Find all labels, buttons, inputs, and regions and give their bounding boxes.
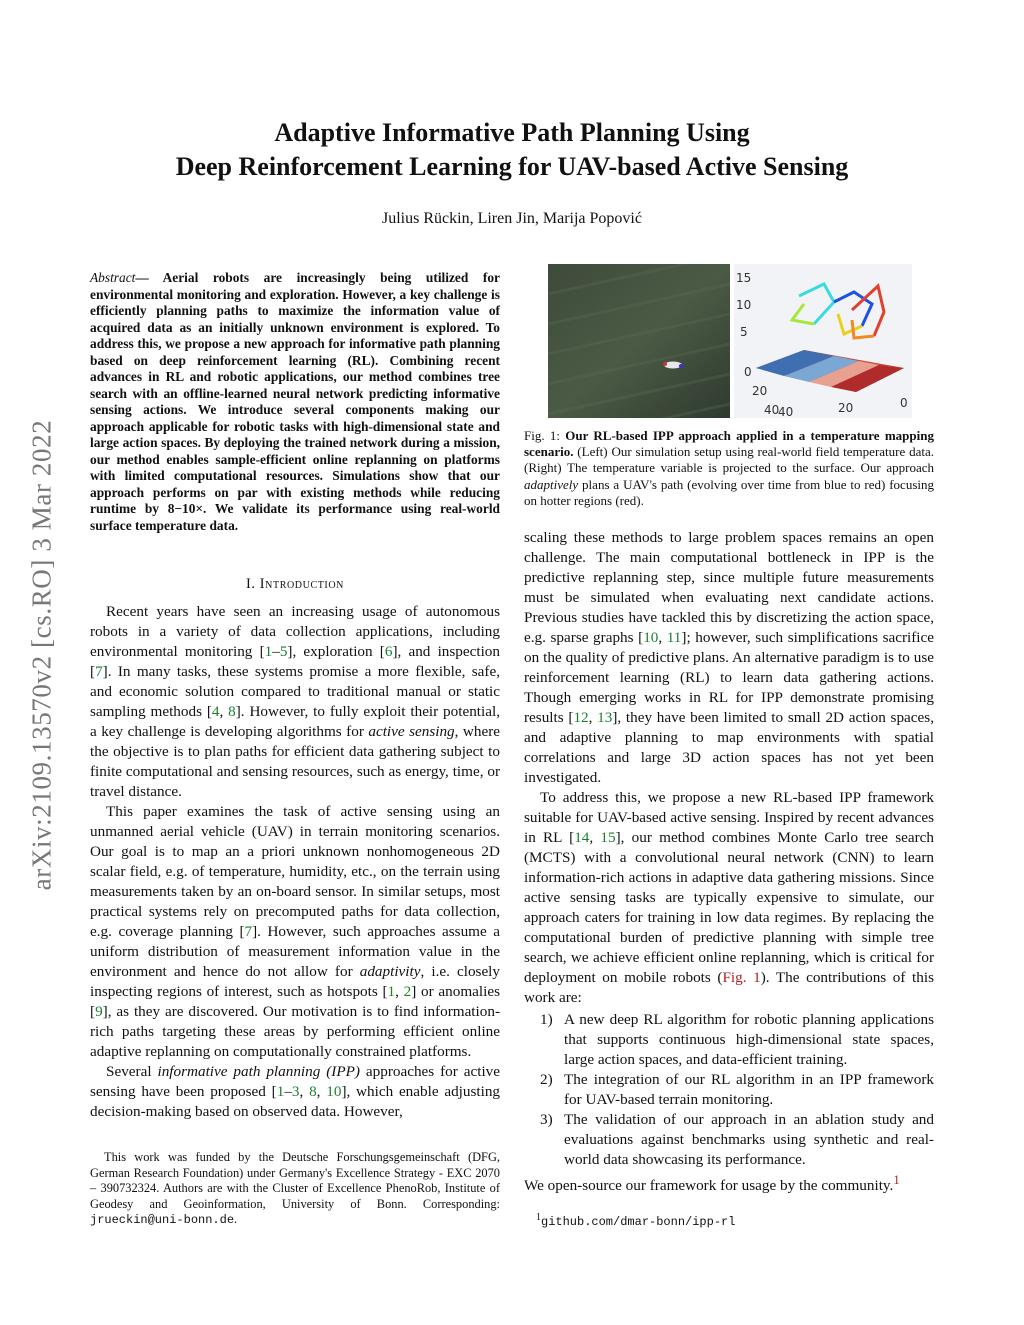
footnote-funding: This work was funded by the Deutsche Forschungsgemeinschaft (DFG, German Research Foundation) under Germany's Excellence Strategy - EXC 2070 – 390732324. Authors are with the Cluster of Excellence PhenoRob, Institute of Geodesy and Geoinformation, University of Bonn. Corresponding: jrueckin@uni-bonn.de.: [90, 1150, 500, 1227]
citation-link[interactable]: 4: [211, 703, 220, 720]
citation-link[interactable]: 1: [264, 643, 273, 660]
footnote-url: $^1$github.com/dmar-bonn/ipp-rl: [536, 1212, 736, 1229]
citation-link[interactable]: 11: [666, 629, 682, 646]
svg-text:10: 10: [736, 298, 752, 312]
figure-reference-link[interactable]: Fig. 1: [722, 969, 761, 986]
citation-link[interactable]: 7: [244, 923, 253, 940]
svg-text:15: 15: [736, 271, 752, 285]
right-column-body: [524, 528, 934, 1196]
authors: Julius Rückin, Liren Jin, Marija Popović: [382, 210, 642, 227]
citation-link[interactable]: 8: [228, 703, 236, 720]
citation-link[interactable]: 12: [573, 709, 589, 726]
citation-link[interactable]: 10: [643, 629, 659, 646]
section-heading: I. Introduction: [246, 576, 344, 592]
paper-title: [0, 116, 1024, 184]
svg-text:20: 20: [752, 384, 768, 398]
path-plot-3d: [734, 264, 912, 418]
svg-text:40: 40: [778, 405, 794, 418]
closing-sentence: We open-source our framework for usage by the community.$^1$: [524, 1173, 900, 1195]
citation-link[interactable]: 2: [403, 983, 412, 1000]
citation-link[interactable]: 1: [387, 983, 396, 1000]
citation-link[interactable]: 7: [95, 663, 103, 680]
citation-link[interactable]: 6: [384, 643, 393, 660]
intro-paragraph-2: This paper examines the task of active sensing using an unmanned aerial vehicle (UAV) in terrain monitoring scenarios. Our goal is to map an a priori unknown nonhomogeneous 2D scalar field, e.g. of temperature, humidity, etc., on the terrain using measurements taken by an on-board sensor. In similar setups, most practical systems rely on precomputed paths for data collection, e.g. coverage planning [7]. However, such approaches assume a uniform distribution of measurement information value in the environment and hence do not allow for adaptivity, i.e. closely inspecting regions of interest, such as hotspots [1, 2] or anomalies [9], as they are discovered. Our motivation is to find information-rich paths targeting these areas by performing efficient online adaptive replanning on computationally constrained platforms.: [90, 803, 500, 1060]
repo-link[interactable]: github.com/dmar-bonn/ipp-rl: [541, 1215, 736, 1229]
citation-link[interactable]: 15: [600, 829, 616, 846]
title-line-2: Deep Reinforcement Learning for UAV-based Active Sensing: [175, 152, 849, 181]
list-item: 3) The validation of our approach in an ablation study and evaluations against benchmarks using synthetic and real-world data showcasing its performance.: [540, 1111, 934, 1168]
citation-link[interactable]: 3: [291, 1083, 300, 1100]
svg-text:0: 0: [744, 365, 752, 379]
right-paragraph-1: scaling these methods to large problem spaces remains an open challenge. The main computational bottleneck in IPP is the predictive replanning step, since multiple future measurements must be simulated when evaluating next candidate actions. Previous studies have tackled this by discretizing the action space, e.g. sparse graphs [10, 11]; however, such simplifications sacrifice on the quality of predictive plans. An alternative paradigm is to use reinforcement learning (RL) to learn data gathering actions. Though emerging works in RL for IPP demonstrate promising results [12, 13], they have been limited to small 2D action spaces, and adaptive planning to map environments with spatial correlations and large 3D action spaces has not yet been investigated.: [524, 529, 935, 786]
abstract-label: Abstract: [90, 270, 136, 285]
intro-section: [90, 560, 500, 1122]
svg-text:40: 40: [764, 403, 780, 417]
svg-text:20: 20: [838, 401, 854, 415]
list-item: 2) The integration of our RL algorithm in an IPP framework for UAV-based terrain monitoring.: [540, 1071, 934, 1108]
abstract-text: — Aerial robots are increasingly being utilized for environmental monitoring and exploration. However, a key challenge is efficiently planning paths to maximize the information value of acquired data as an initially unknown environment is explored. To address this, we propose a new approach for informative path planning based on deep reinforcement learning (RL). Combining recent advances in RL and robotic applications, our method combines tree search with an offline-learned neural network predicting informative sensing actions. We introduce several components making our approach applicable for robotic tasks with high-dimensional state and large action spaces. By deploying the trained network during a mission, our method enables sample-efficient online replanning on platforms with limited computational resources. Simulations show that our approach performs on par with existing methods while reducing runtime by 8−10×. We validate its performance using real-world surface temperature data.: [90, 270, 500, 533]
footnote-marker[interactable]: 1: [893, 1173, 900, 1187]
abstract: [90, 270, 500, 534]
citation-link[interactable]: 10: [326, 1083, 342, 1100]
email-link[interactable]: jrueckin@uni-bonn.de: [90, 1213, 235, 1227]
title-line-1: Adaptive Informative Path Planning Using: [274, 118, 750, 147]
citation-link[interactable]: 8: [309, 1083, 317, 1100]
list-item: 1) A new deep RL algorithm for robotic planning applications that supports continuous high-dimensional state spaces, large action spaces, and data-efficient training.: [540, 1011, 934, 1068]
svg-text:5: 5: [740, 325, 748, 339]
citation-link[interactable]: 5: [279, 643, 288, 660]
intro-paragraph-3: Several informative path planning (IPP) approaches for active sensing have been proposed [1–3, 8, 10], which enable adjusting decision-making based on observed data. However,: [90, 1063, 501, 1120]
right-paragraph-2: To address this, we propose a new RL-based IPP framework suitable for UAV-based active sensing. Inspired by recent advances in RL [14, 15], our method combines Monte Carlo tree search (MCTS) with a convolutional neural network (CNN) to learn information-rich actions in adaptive data gathering missions. Since active sensing tasks are typically expensive to simulate, our approach caters for training in low data regimes. By replacing the computational burden of predictive planning with simple tree search, we achieve efficient online replanning, which is critical for deployment on mobile robots (Fig. 1). The contributions of this work are:: [524, 789, 934, 1006]
contributions-list: [524, 1010, 934, 1170]
citation-link[interactable]: 14: [574, 829, 590, 846]
arxiv-side-label: arXiv:2109.13570v2 [cs.RO] 3 Mar 2022: [26, 419, 57, 891]
figure-caption: Fig. 1: Our RL-based IPP approach applied in a temperature mapping scenario. (Left) Our simulation setup using real-world field temperature data. (Right) The temperature variable is projected to the surface. Our approach adaptively plans a UAV's path (evolving over time from blue to red) focusing on hotter regions (red).: [524, 428, 934, 508]
intro-paragraph-1: Recent years have seen an increasing usage of autonomous robots in a variety of data collection applications, including environmental monitoring [1–5], exploration [6], and inspection [7]. In many tasks, these systems promise a more flexible, safe, and economic solution compared to traditional manual or static sampling methods [4, 8]. However, to fully exploit their potential, a key challenge is developing algorithms for active sensing, where the objective is to plan paths for efficient data gathering subject to finite computational and sensing resources, such as energy, time, or travel distance.: [90, 603, 500, 800]
citation-link[interactable]: 9: [95, 1003, 103, 1020]
simulation-image: [548, 264, 730, 418]
citation-link[interactable]: 13: [597, 709, 613, 726]
citation-link[interactable]: 1: [276, 1083, 285, 1100]
svg-text:0: 0: [900, 396, 908, 410]
